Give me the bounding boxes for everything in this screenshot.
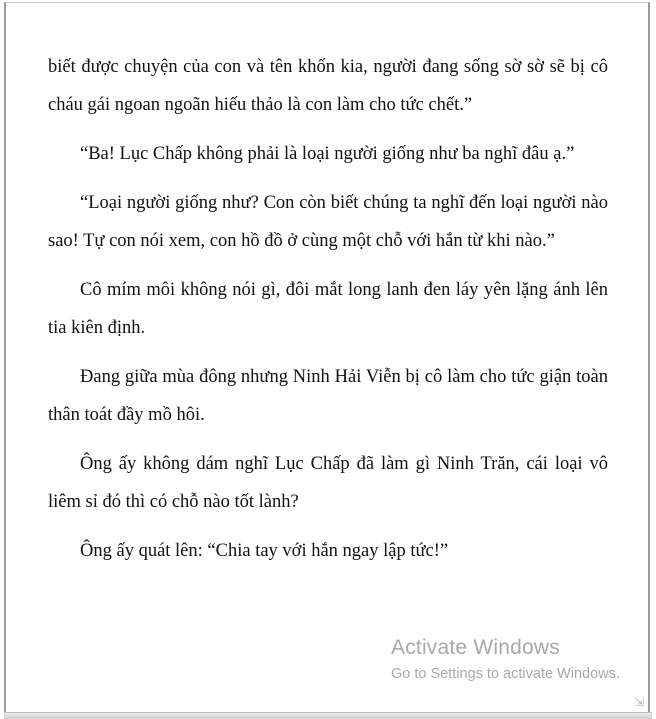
activation-watermark xyxy=(391,634,620,684)
paragraph-2: “Ba! Lục Chấp không phải là loại người giống như ba nghĩ đâu ạ.” xyxy=(80,144,575,164)
paragraph-3: “Loại người giống như? Con còn biết chúng ta nghĩ đến loại người nào sao! Tự con nói xem, con hồ đồ ở cùng một chỗ với hắn từ khi nào.” xyxy=(48,193,608,251)
paragraph-5: Đang giữa mùa đông nhưng Ninh Hải Viễn bị cô làm cho tức giận toàn thân toát đầy mồ hôi. xyxy=(48,367,608,425)
paragraph-6: Ông ấy không dám nghĩ Lục Chấp đã làm gì Ninh Trăn, cái loại vô liêm sỉ đó thì có chỗ nào tốt lành? xyxy=(48,454,608,512)
page-bottom-edge xyxy=(4,712,652,719)
document-body xyxy=(48,48,608,581)
paragraph-7: Ông ấy quát lên: “Chia tay với hắn ngay lập tức!” xyxy=(80,541,449,561)
paragraph-1: biết được chuyện của con và tên khốn kia, người đang sống sờ sờ sẽ bị cô cháu gái ngoan ngoãn hiếu thảo là con làm cho tức chết.” xyxy=(48,57,608,115)
paragraph-4: Cô mím môi không nói gì, đôi mắt long lanh đen láy yên lặng ánh lên tia kiên định. xyxy=(48,280,608,338)
resize-grip-icon[interactable]: ⇲ xyxy=(633,695,644,709)
watermark-subtitle: Go to Settings to activate Windows. xyxy=(391,666,620,682)
watermark-title: Activate Windows xyxy=(391,636,560,659)
